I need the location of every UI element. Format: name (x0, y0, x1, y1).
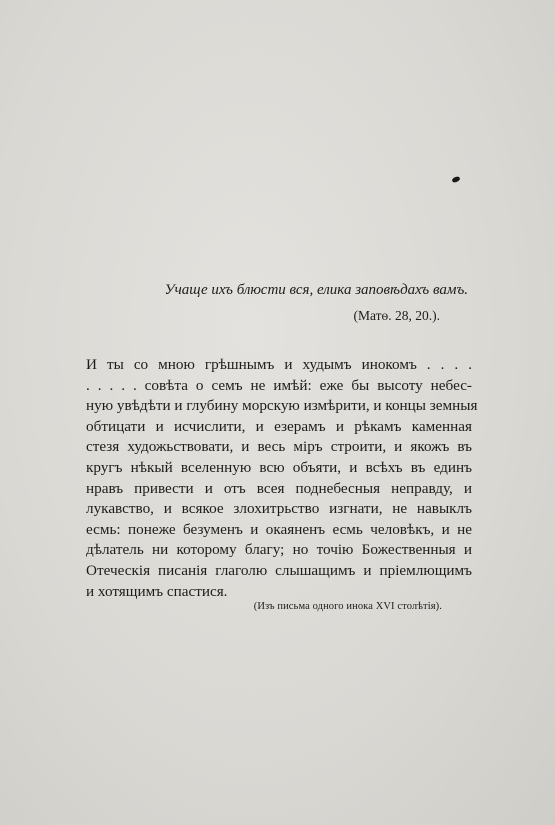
text-line: есмь: понеже безуменъ и окаяненъ есмь человѣкъ, и не (86, 520, 472, 538)
text-line: . . . . . совѣта о семъ не имѣй: еже бы высоту небес- (86, 376, 472, 394)
body-paragraph (86, 355, 478, 602)
text-line: лукавство, и всякое злохитрьство изгнати, не навыклъ (86, 500, 472, 518)
text-line: кругъ нѣкый вселенную всю объяти, и всѣхъ въ единъ (86, 458, 472, 476)
ink-blot (451, 176, 460, 183)
text-line: ную увѣдѣти и глубину морскую измѣрити, и концы земныя (86, 397, 478, 415)
text-line: нравъ привести и отъ всея поднебесныя неправду, и (86, 479, 472, 497)
source-note: (Изъ письма одного инока XVI столѣтія). (253, 601, 442, 612)
text-line: стезя художьствовати, и весь міръ строити, и якожъ въ (86, 438, 472, 456)
epigraph-reference: (Матѳ. 28, 20.). (353, 308, 440, 323)
text-line: дѣлатель ни которому благу; но точію Божественныя и (86, 541, 472, 559)
epigraph-quote: Учаще ихъ блюсти вся, елика заповѣдахъ вамъ. (164, 282, 468, 298)
text-line: Отеческія писанія глаголю слышащимъ и пріемлющимъ (86, 561, 472, 579)
text-line: обтицати и исчислити, и езерамъ и рѣкамъ каменная (86, 417, 472, 435)
text-line: И ты со мною грѣшнымъ и худымъ инокомъ . . . . (86, 356, 472, 373)
text-line: и хотящимъ спастися. (86, 582, 228, 600)
